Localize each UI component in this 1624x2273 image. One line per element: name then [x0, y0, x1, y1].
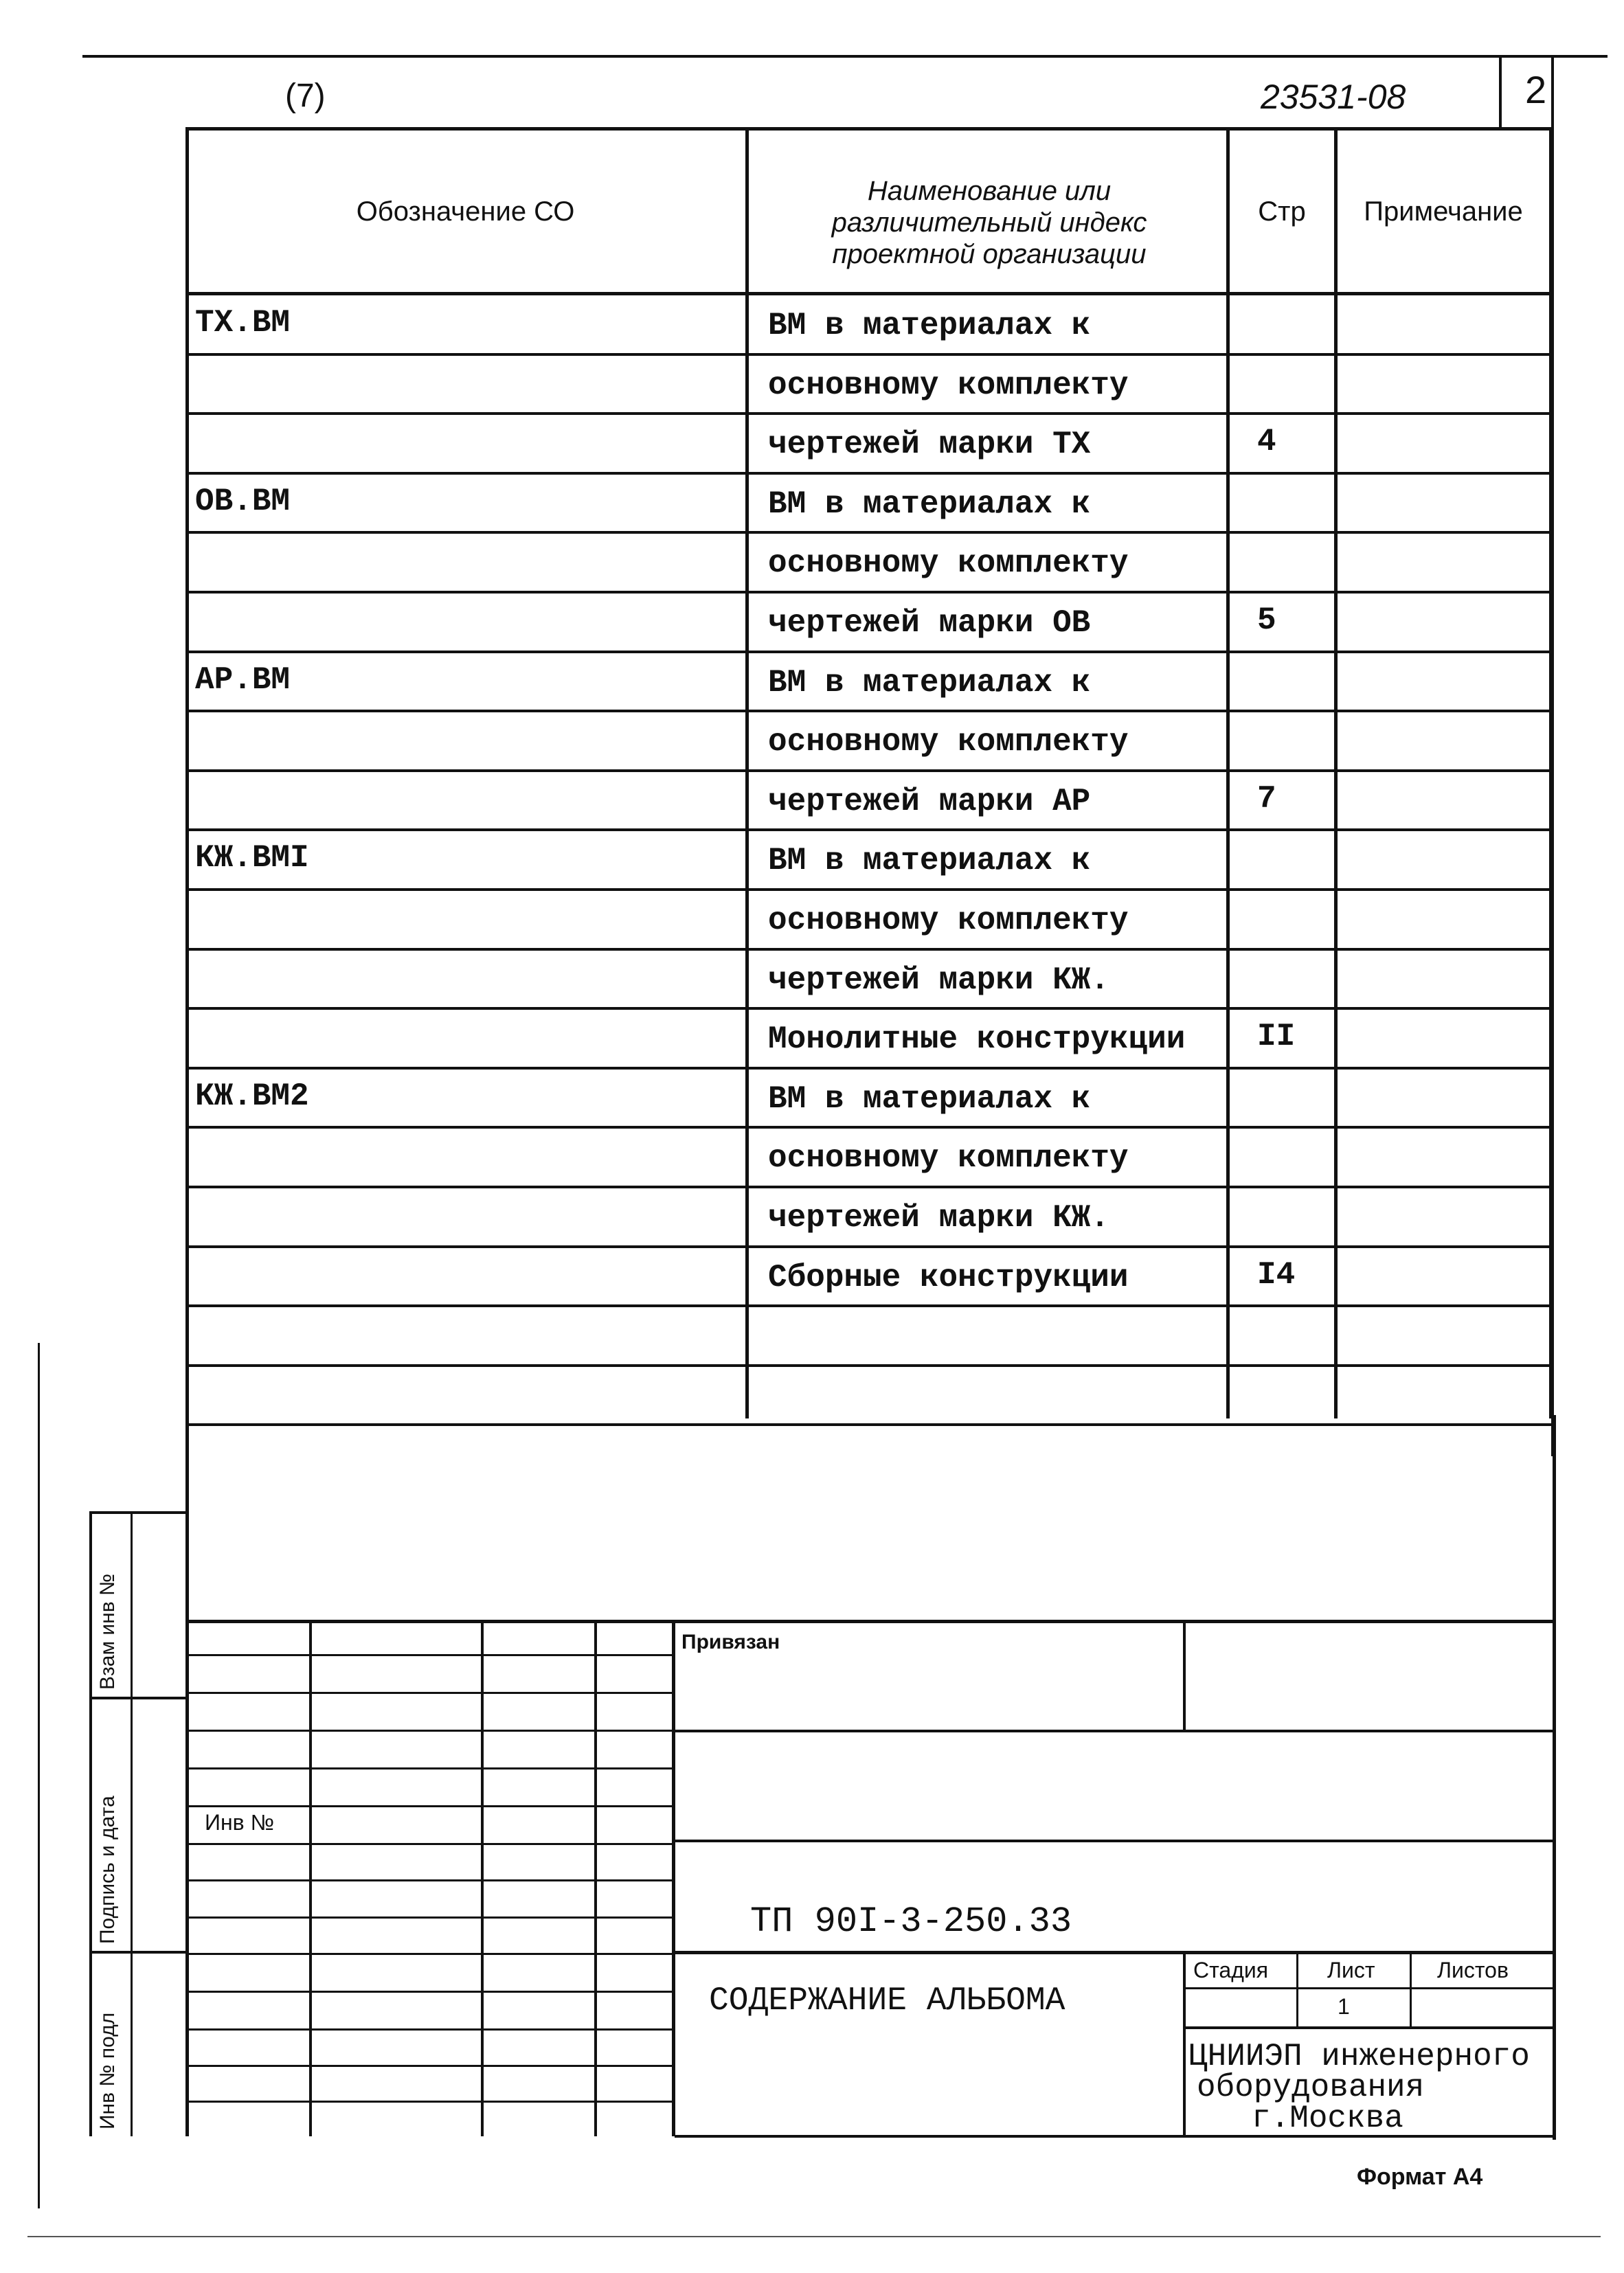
privyazan-label: Привязан	[681, 1631, 780, 1653]
stage-label: Стадия	[1193, 1958, 1269, 1982]
signature-grid	[185, 1620, 675, 2136]
page-number-top: (7)	[285, 78, 326, 114]
contents-table	[185, 127, 1553, 1418]
sheet-label: Лист	[1327, 1958, 1375, 1982]
row-text: основному комплекту	[768, 1140, 1129, 1176]
sheet-number: 2	[1525, 68, 1547, 111]
row-text: Монолитные конструкции	[768, 1021, 1186, 1057]
row-text: чертежей марки ОВ	[768, 605, 1091, 641]
row-page: 4	[1257, 424, 1276, 460]
header-designation: Обозначение СО	[356, 196, 575, 227]
row-text: Сборные конструкции	[768, 1260, 1129, 1296]
row-page: 5	[1257, 602, 1276, 638]
row-text: основному комплекту	[768, 545, 1129, 581]
row-text: основному комплекту	[768, 903, 1129, 938]
format-label: Формат А4	[1357, 2164, 1483, 2190]
row-code: ТХ.ВМ	[195, 305, 291, 341]
row-text: ВМ в материалах к	[768, 1081, 1091, 1117]
row-text: чертежей марки КЖ.	[768, 962, 1109, 998]
row-code: АР.ВМ	[195, 662, 291, 698]
row-page: II	[1257, 1019, 1296, 1054]
row-text: основному комплекту	[768, 724, 1129, 760]
side-stamp-inv-podl: Инв № подл	[96, 2012, 119, 2129]
org-line-1: ЦНИИЭП инженерного	[1188, 2039, 1530, 2074]
document-code: 23531-08	[1261, 78, 1406, 116]
row-text: чертежей марки КЖ.	[768, 1200, 1109, 1236]
row-text: чертежей марки ТХ	[768, 427, 1091, 462]
title-block	[675, 1620, 1555, 2136]
header-name: Наименование или различительный индекс проектной организации	[831, 176, 1147, 269]
row-code: КЖ.ВМ2	[195, 1078, 309, 1114]
row-page: I4	[1257, 1257, 1296, 1293]
side-stamp-podpis: Подпись и дата	[96, 1796, 119, 1944]
row-code: ОВ.ВМ	[195, 484, 291, 519]
inv-no-label: Инв №	[205, 1810, 274, 1835]
row-text: ВМ в материалах к	[768, 665, 1091, 701]
sheet-title: СОДЕРЖАНИЕ АЛЬБОМА	[709, 1982, 1065, 2020]
header-page: Стр	[1258, 196, 1306, 227]
row-text: ВМ в материалах к	[768, 308, 1091, 343]
sheet-value: 1	[1338, 1994, 1350, 2019]
sheets-label: Листов	[1437, 1958, 1509, 1982]
row-text: ВМ в материалах к	[768, 843, 1091, 879]
row-text: основному комплекту	[768, 367, 1129, 403]
org-line-2: оборудования	[1197, 2070, 1425, 2105]
row-text: чертежей марки АР	[768, 784, 1091, 819]
row-page: 7	[1257, 781, 1276, 817]
project-code: ТП 90I-3-250.33	[750, 1901, 1072, 1942]
row-code: КЖ.ВМI	[195, 840, 309, 876]
side-stamp-vzam: Взам инв №	[96, 1573, 119, 1690]
row-text: ВМ в материалах к	[768, 486, 1091, 522]
header-note: Примечание	[1364, 196, 1523, 227]
org-line-3: г.Москва	[1252, 2101, 1403, 2136]
